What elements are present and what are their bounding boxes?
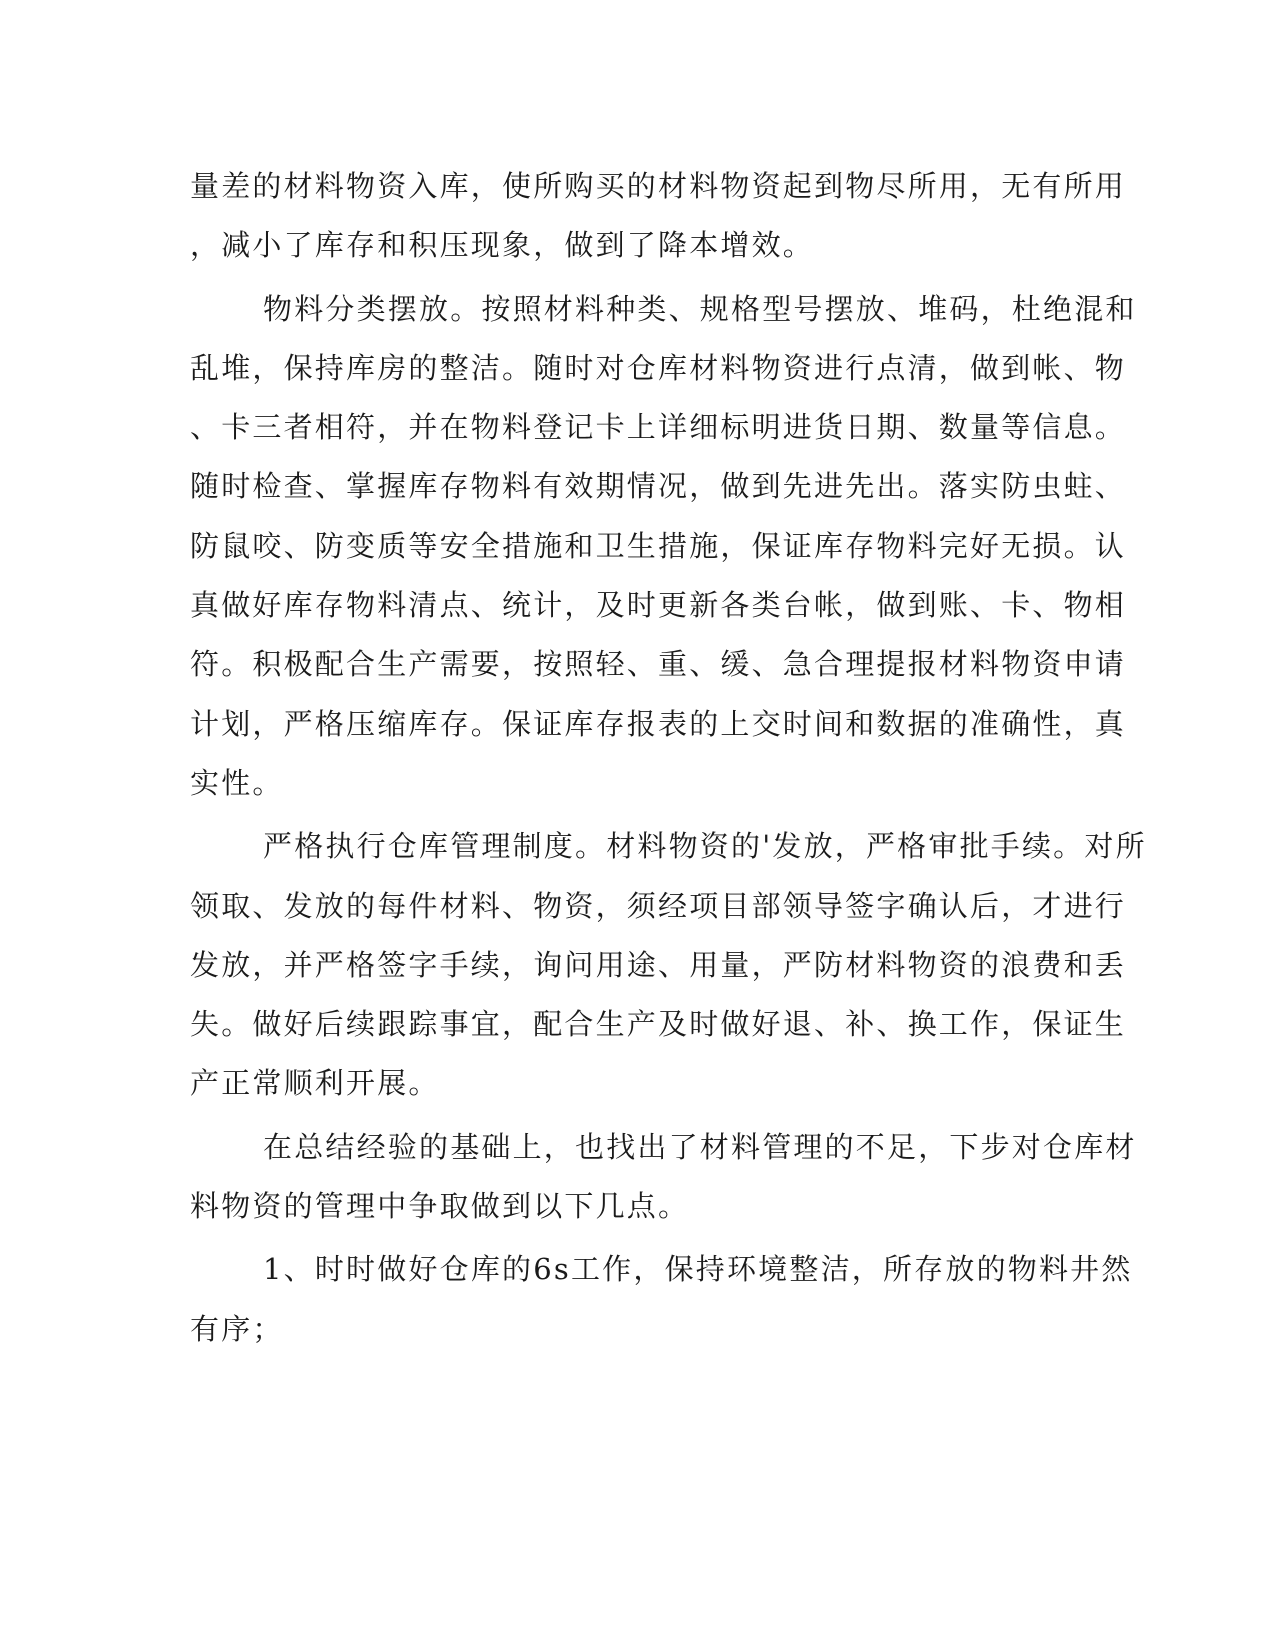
text-line: 产正常顺利开展。 — [190, 1066, 440, 1101]
paragraph-first-line: 物料分类摆放。按照材料种类、规格型号摆放、堆码，杜绝混和 — [263, 291, 1137, 326]
text-line: 真做好库存物料清点、统计，及时更新各类台帐，做到账、卡、物相 — [190, 588, 1127, 623]
text-line: 随时检查、掌握库存物料有效期情况，做到先进先出。落实防虫蛀、 — [190, 469, 1127, 504]
text-line: 量差的材料物资入库，使所购买的材料物资起到物尽所用，无有所用 — [190, 169, 1127, 203]
text-line: 失。做好后续跟踪事宜，配合生产及时做好退、补、换工作，保证生 — [190, 1007, 1127, 1042]
text-line: 料物资的管理中争取做到以下几点。 — [190, 1189, 690, 1224]
text-line: 有序； — [190, 1311, 284, 1346]
text-line: 、卡三者相符，并在物料登记卡上详细标明进货日期、数量等信息。 — [190, 410, 1127, 445]
text-line: 防鼠咬、防变质等安全措施和卫生措施，保证库存物料完好无损。认 — [190, 528, 1127, 563]
document-body — [190, 157, 1147, 1359]
text-line: ，减小了库存和积压现象，做到了降本增效。 — [190, 228, 815, 263]
text-line: 计划，严格压缩库存。保证库存报表的上交时间和数据的准确性，真 — [190, 706, 1127, 741]
text-line: 符。积极配合生产需要，按照轻、重、缓、急合理提报材料物资申请 — [190, 647, 1127, 682]
list-item-first-line: 1、时时做好仓库的6s工作，保持环境整洁，所存放的物料井然 — [263, 1252, 1133, 1287]
text-line: 领取、发放的每件材料、物资，须经项目部领导签字确认后，才进行 — [190, 888, 1127, 923]
text-line: 乱堆，保持库房的整洁。随时对仓库材料物资进行点清，做到帐、物 — [190, 350, 1127, 385]
text-line: 实性。 — [190, 765, 284, 800]
paragraph-first-line: 严格执行仓库管理制度。材料物资的'发放，严格审批手续。对所 — [263, 829, 1147, 864]
text-line: 发放，并严格签字手续，询问用途、用量，严防材料物资的浪费和丢 — [190, 947, 1127, 982]
paragraph-first-line: 在总结经验的基础上，也找出了材料管理的不足，下步对仓库材 — [263, 1129, 1137, 1164]
